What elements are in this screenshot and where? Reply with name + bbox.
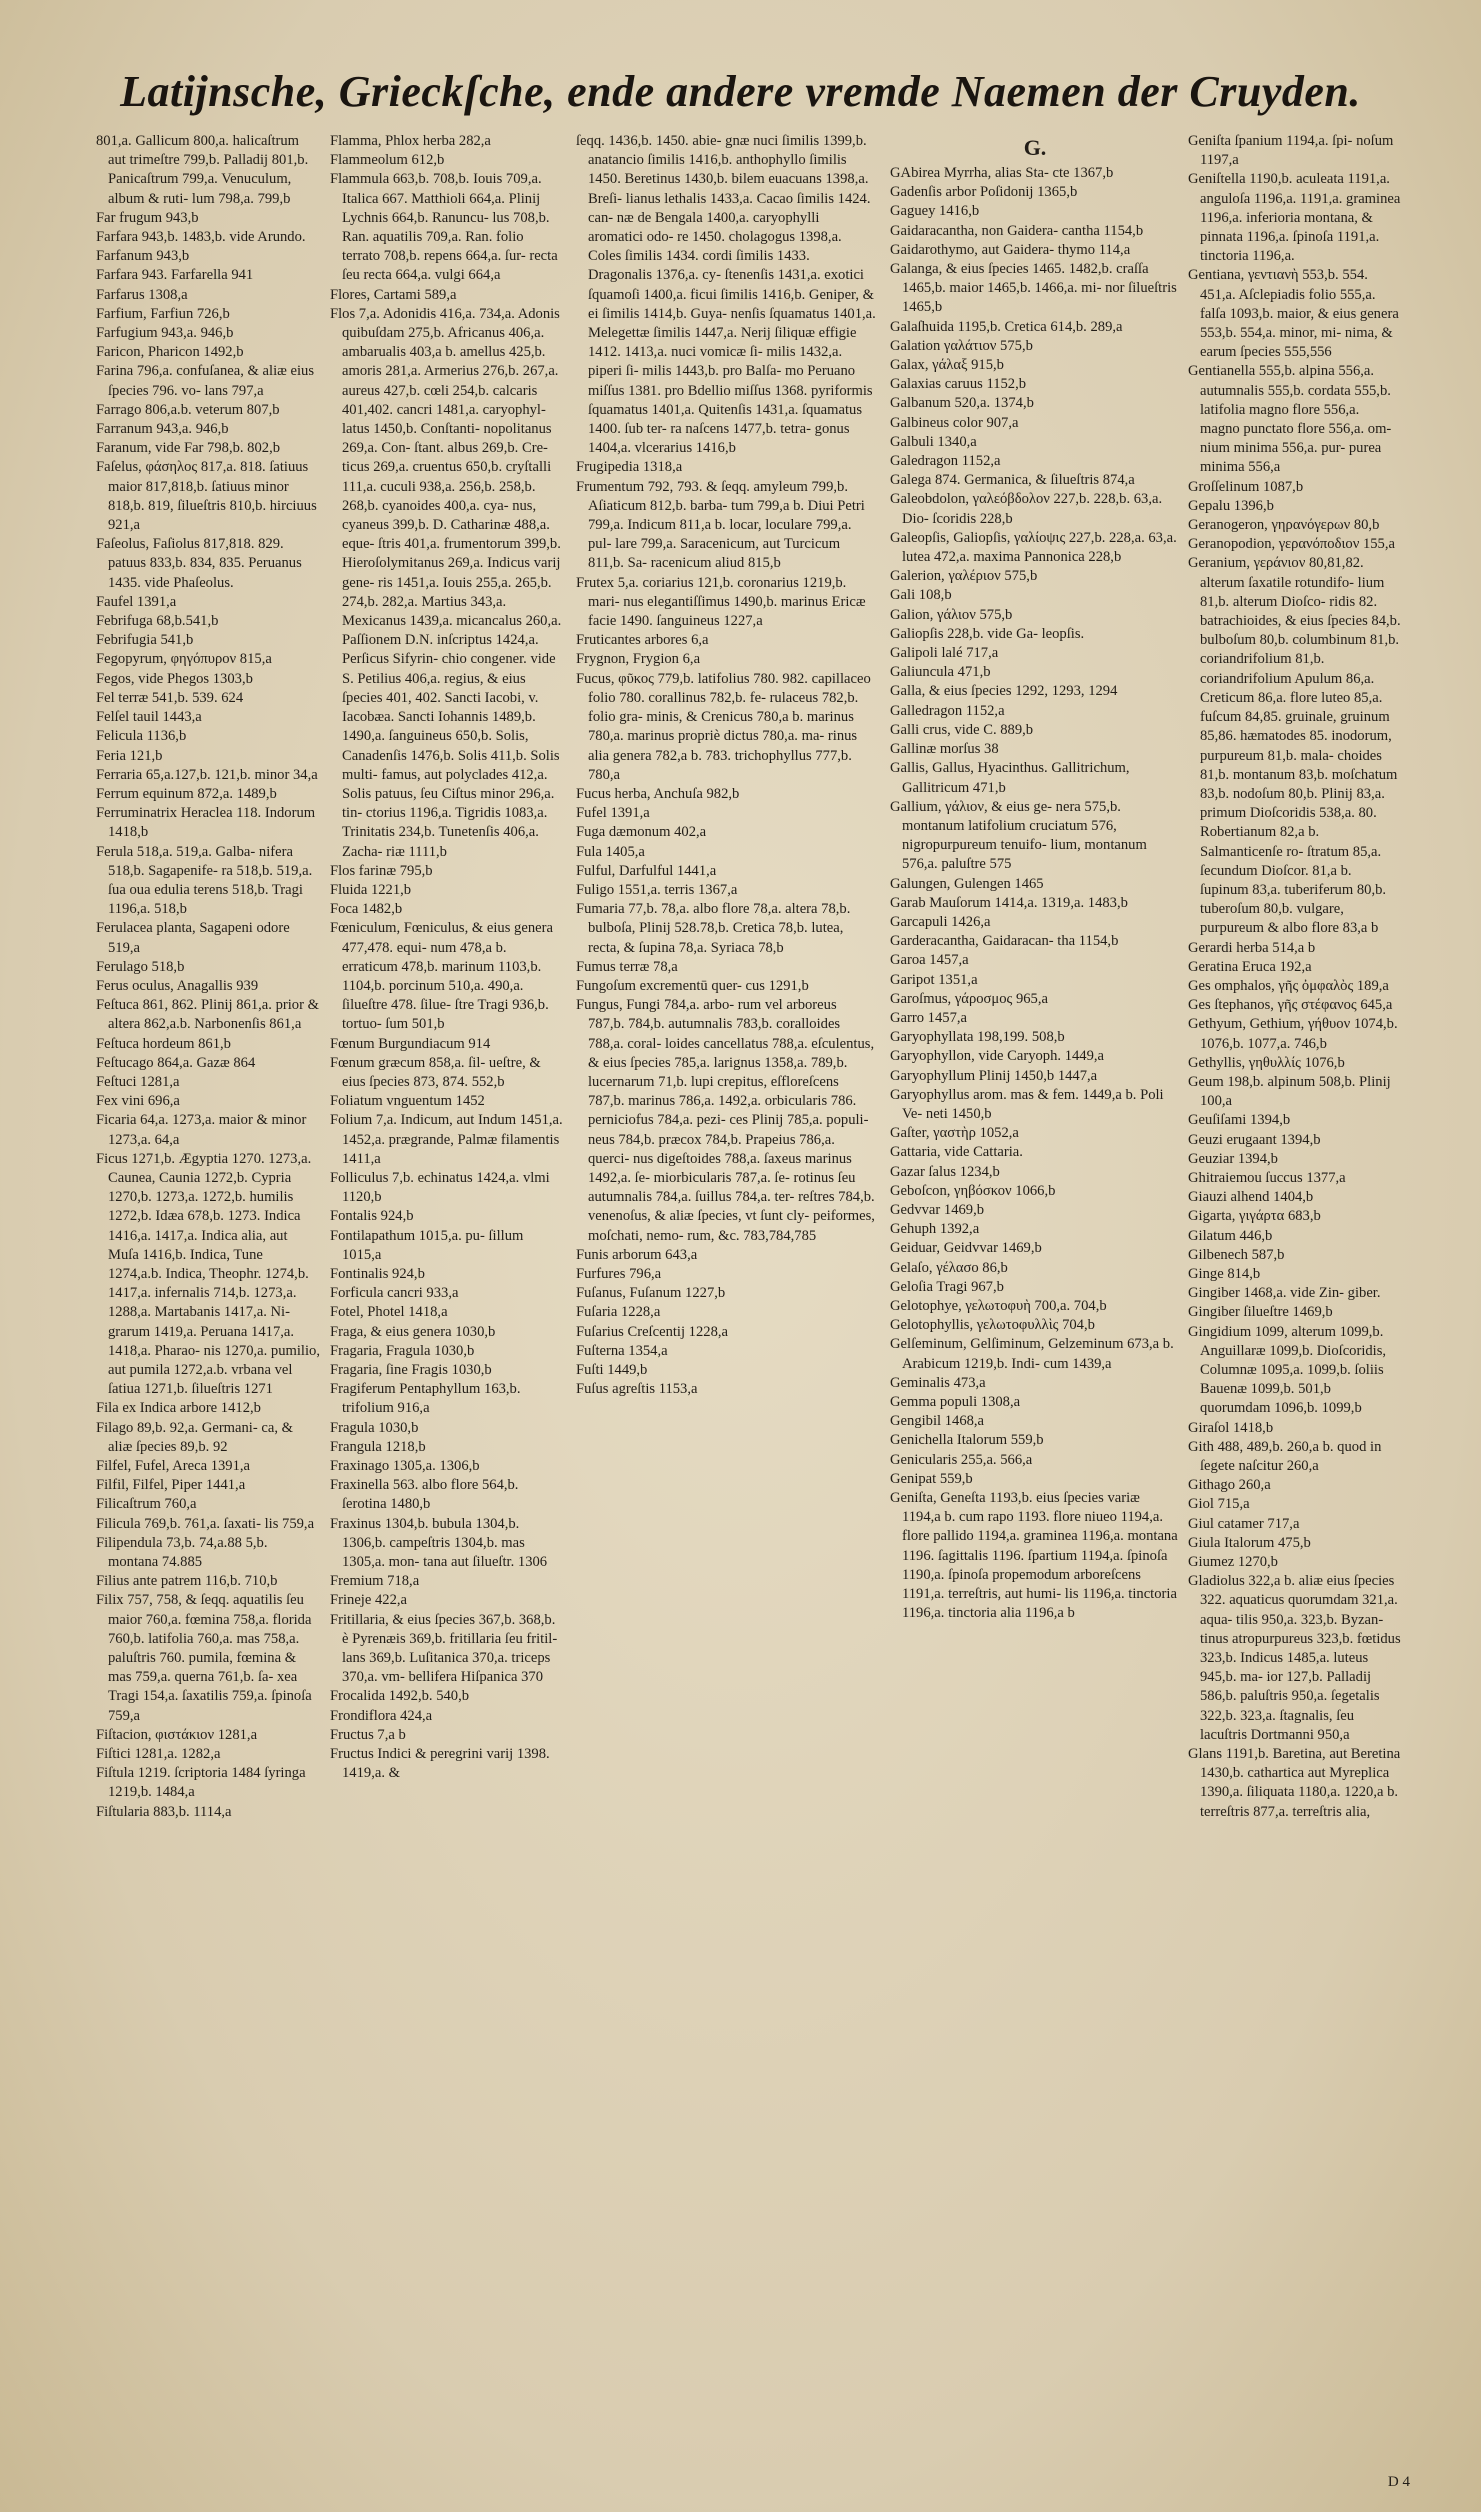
index-entry: Fruticantes arbores 6,a [576,632,709,649]
index-entry: Fœnum græcum 858,a. ſil- ueſtre, & eius ſpecies 873, 874. 552,b [330,1054,541,1090]
index-entry: Filicaſtrum 760,a [96,1496,197,1513]
index-entry: Fuſanus, Fuſanum 1227,b [576,1285,726,1302]
index-entry: Garyophyllon, vide Caryoph. 1449,a [890,1048,1105,1065]
index-entry: Galaſhuida 1195,b. Cretica 614,b. 289,a [890,318,1123,335]
index-entry: Gethyllis, γηθυλλίς 1076,b [1188,1054,1345,1071]
index-entry: Fuſti 1449,b [576,1362,648,1378]
index-entry: Fiſtularia 883,b. 1114,a [96,1803,232,1820]
index-entry: ſeqq. 1436,b. 1450. abie- gnæ nuci ſimilis 1399,b. anatancio ſimilis 1416,b. anthophyllo ſimilis 1450. Beretinus 1430,b. bilem euacuans 1398,a. Breſi- lianus lethalis 1433,a. Cacao ſimilis 1424. can- næ de Bengala 1400,a. caryophylli aromatici odo- re 1450. cholagogus 1398,a. Coles ſimilis 1434. cordi ſimilis 1433. Dragonalis 1376,a. cy- ſtenenſis 1431,a. exotici ſquamoſi 1400,a. ficui ſimilis 1416,b. Geniper, & ei ſimilis 1414,b. Guya- nenſis ſquamatus 1401,a. Melegettæ ſimilis 1447,a. Nerij ſiliquæ effigie 1412. 1413,a. nuci vomicæ ſi- milis 1432,a. piperi ſi- milis 1443,b. pro Balſa- mo Peruano miſſus 1381. pro Bdellio miſſus 1368. pyriformis ſquamatus 1401,a. Quitenſis 1431,a. ſquamatus 1400. ſub ter- ra naſcens 1477,b. tetra- gonus 1404,a. vlcerarius 1416,b [576,133,876,457]
index-entry: Fragula 1030,b [330,1419,419,1436]
index-entry: Frocalida 1492,b. 540,b [330,1688,470,1705]
index-entry: Gerardi herba 514,a b [1188,939,1316,956]
index-entry: GAbirea Myrrha, alias Sta- cte 1367,b [890,165,1114,181]
index-entry: Felſel tauil 1443,a [96,709,202,726]
index-entry: Galiopſis 228,b. vide Ga- leopſis. [890,625,1085,642]
index-entry: Feſtuca hordeum 861,b [96,1035,231,1052]
index-entry: Giumez 1270,b [1188,1554,1278,1571]
index-entry: Farfugium 943,a. 946,b [96,325,234,342]
index-entry: Gelotophyllis, γελωτοφυλλὶς 704,b [890,1317,1095,1334]
index-entry: 801,a. Gallicum 800,a. halicaſtrum aut trimeſtre 799,b. Palladij 801,b. Panicaſtrum 799,a. Venuculum, album & ruti- lum 798,a. 799,b [96,133,309,207]
index-entry: Fumaria 77,b. 78,a. albo flore 78,a. altera 78,b. bulboſa, Plinij 528.78,b. Cretica 78,b. lutea, recta, & ſupina 78,a. Syriaca 78,b [576,901,851,956]
index-entry: Gentianella 555,b. alpina 556,a. autumnalis 555,b. cordata 555,b. latifolia magno flore 556,a. magno punctato flore 556,a. om- nium minima 556,a. pur- purea minima 556,a [1188,363,1392,476]
index-entry: Farfara 943,b. 1483,b. vide Arundo. [96,229,306,246]
index-entry: Githago 260,a [1188,1477,1271,1494]
index-entry: Fructus 7,a b [330,1726,406,1743]
index-entry: Ferruminatrix Heraclea 118. Indorum 1418,b [96,805,316,841]
index-entry: Galbineus color 907,a [890,414,1019,431]
index-entry: Ferulago 518,b [96,958,185,975]
index-entry: Fiſtici 1281,a. 1282,a [96,1746,221,1763]
index-entry: Geboſcon, γηβόσκον 1066,b [890,1182,1056,1199]
index-entry: Gith 488, 489,b. 260,a b. quod in ſegete naſcitur 260,a [1188,1438,1382,1475]
index-entry: Galli crus, vide C. 889,b [890,721,1034,738]
index-entry: Gingidium 1099, alterum 1099,b. Anguillaræ 1099,b. Dioſcoridis, Columnæ 1095,a. 1099,b. ſoliis Bauenæ 1099,b. 501,b quorumdam 1096,b. 1099,b [1188,1323,1387,1417]
index-entry: Frygnon, Frygion 6,a [576,651,701,668]
index-entry: Fremium 718,a [330,1573,420,1590]
index-entry: Galipoli lalé 717,a [890,645,999,662]
index-entry: Faricon, Pharicon 1492,b [96,344,244,361]
index-entry: Ficaria 64,a. 1273,a. maior & minor 1273,a. 64,a [96,1112,307,1148]
index-entry: Farfanum 943,b [96,248,190,265]
index-entry: Gaidarothymo, aut Gaidera- thymo 114,a [890,241,1131,258]
index-entry: Farfarus 1308,a [96,286,188,303]
index-entry: Garoa 1457,a [890,952,969,969]
index-entry: Gali 108,b [890,587,952,604]
index-entry: Gepalu 1396,b [1188,497,1274,514]
index-entry: Fulful, Darfulful 1441,a [576,862,717,879]
index-entry: Feſtuci 1281,a [96,1073,180,1090]
index-entry: Galbanum 520,a. 1374,b [890,395,1034,412]
index-entry: Garcapuli 1426,a [890,913,991,930]
index-entry: Ges omphalos, γῆς ὀμφαλὸς 189,a [1188,977,1389,994]
index-entry: Groſſelinum 1087,b [1188,478,1304,495]
index-entry: Giraſol 1418,b [1188,1419,1274,1436]
index-entry: Galega 874. Germanica, & ſilueſtris 874,a [890,472,1135,489]
index-entry: Galbuli 1340,a [890,433,977,450]
index-entry: Gentiana, γεντιανὴ 553,b. 554. 451,a. Aſclepiadis folio 555,a. falſa 1093,b. maior, & eius genera 553,b. 554,a. minor, mi- nima, & earum ſpecies 555,556 [1188,267,1399,361]
index-entry: Gigarta, γιγάρτα 683,b [1188,1208,1321,1225]
index-entry: Gadenſis arbor Poſidonij 1365,b [890,184,1078,201]
index-column-2 [330,132,564,2432]
index-entry: Fufel 1391,a [576,805,650,822]
index-entry: Fuſterna 1354,a [576,1342,668,1359]
index-entry: Genipat 559,b [890,1470,973,1487]
index-entry: Faufel 1391,a [96,593,177,610]
index-entry: Gemma populi 1308,a [890,1394,1021,1410]
index-entry: Galla, & eius ſpecies 1292, 1293, 1294 [890,683,1118,700]
index-entry: Folliculus 7,b. echinatus 1424,a. vlmi 1120,b [330,1169,550,1206]
index-entry: Ghitraiemou ſuccus 1377,a [1188,1169,1346,1186]
index-entry: Fucus herba, Anchuſa 982,b [576,785,740,802]
index-entry: Gaguey 1416,b [890,203,980,220]
index-entry: Gladiolus 322,a b. aliæ eius ſpecies 322. aquaticus quorumdam 321,a. aqua- tilis 950,a. 323,b. Byzan- tinus atropurpureus 323,b. fœtidus 323,b. Indicus 1485,a. luteus 945,b. ma- ior 127,b. Palladij 586,b. paluſtris 950,a. ſegetalis 322,b. 323,a. ſtagnalis, ſeu lacuſtris Dortmanni 950,a [1188,1573,1401,1743]
index-entry: Fegopyrum, φηγόπυρον 815,a [96,651,272,668]
index-entry: Fritillaria, & eius ſpecies 367,b. 368,b. è Pyrenæis 369,b. fritillaria ſeu fritil- lans 369,b. Luſitanica 370,a. triceps 370,a. vm- bellifera Hiſpanica 370 [330,1611,558,1686]
index-entry: Fiſtacion, φιστάκιον 1281,a [96,1726,258,1743]
index-column-1 [96,132,320,2432]
index-entry: Fraxinago 1305,a. 1306,b [330,1458,480,1475]
index-entry: Filfil, Filfel, Piper 1441,a [96,1477,246,1494]
index-entry: Garderacantha, Gaidaracan- tha 1154,b [890,933,1119,950]
index-entry: Far frugum 943,b [96,209,199,226]
index-entry: Frumentum 792, 793. & ſeqq. amyleum 799,b. Aſiaticum 812,b. barba- tum 799,a b. Diui Petri 799,a. Indicum 811,a b. locar, loculare 799,a. pul- lare 799,a. Saracenicum, aut Turcicum 811,b. Sa- racenicum aliud 815,b [576,478,865,572]
index-entry: Galation γαλάτιον 575,b [890,337,1033,354]
index-entry: Fuligo 1551,a. terris 1367,a [576,881,738,898]
index-entry: Filipendula 73,b. 74,a.88 5,b. montana 74.885 [96,1534,268,1571]
index-entry: Fotel, Photel 1418,a [330,1304,448,1321]
index-entry: Fragaria, Fragula 1030,b [330,1342,475,1359]
index-entry: Funis arborum 643,a [576,1246,698,1263]
index-entry: Ferraria 65,a.127,b. 121,b. minor 34,a [96,766,318,783]
index-entry: Fuſaria 1228,a [576,1304,661,1321]
index-entry: G. [1023,135,1047,160]
index-entry: Gallium, γάλιον, & eius ge- nera 575,b. montanum latifolium cruciatum 576, nigropurpureum tenuifo- lium, montanum 576,a. paluſtre 575 [890,798,1147,873]
index-entry: Giul catamer 717,a [1188,1515,1300,1532]
index-entry: Geniſta ſpanium 1194,a. ſpi- noſum 1197,a [1188,133,1394,169]
index-entry: Garyophyllata 198,199. 508,b [890,1029,1065,1046]
index-entry: Fula 1405,a [576,843,645,860]
index-entry: Ferulacea planta, Sagapeni odore 519,a [96,920,290,956]
index-entry: Fuſus agreſtis 1153,a [576,1381,698,1398]
index-entry: Fœnum Burgundiacum 914 [330,1035,491,1052]
index-entry: Faſeolus, Faſiolus 817,818. 829. patuus 833,b. 834, 835. Peruanus 1435. vide Phaſeolus. [96,536,302,591]
index-entry: Gethyum, Gethium, γήθυον 1074,b. 1076,b. 1077,a. 746,b [1188,1016,1398,1052]
index-entry: Flores, Cartami 589,a [330,286,457,303]
index-entry: Fumus terræ 78,a [576,958,678,975]
index-entry: Fucus, φῦκος 779,b. latifolius 780. 982. capillaceo folio 780. corallinus 782,b. fe- rulaceus 782,b. folio gra- minis, & Crenicus 780,a b. marinus 780,a. marinus propriè dictus 780,a. ma- rinus alia genera 782,a b. 783. trichophyllus 777,b. 780,a [576,670,871,783]
index-entry: Flammeolum 612,b [330,152,445,169]
index-entry: Fluida 1221,b [330,881,412,898]
index-entry: Gallinæ morſus 38 [890,741,999,758]
index-entry: Ges ſtephanos, γῆς στέφανος 645,a [1188,997,1393,1014]
index-entry: Garyophyllus arom. mas & fem. 1449,a b. Poli Ve- neti 1450,b [890,1086,1164,1122]
index-entry: Fraga, & eius genera 1030,b [330,1323,496,1340]
index-entry: Frineje 422,a [330,1592,408,1609]
index-entry: Gingiber ſilueſtre 1469,b [1188,1304,1333,1321]
index-entry: Gaſter, γαστὴρ 1052,a [890,1125,1019,1142]
index-entry: Fragaria, ſine Fragis 1030,b [330,1362,492,1378]
index-entry: Gingiber 1468,a. vide Zin- giber. [1188,1285,1381,1302]
index-entry: Feſtucago 864,a. Gazæ 864 [96,1054,256,1071]
index-entry: Ficus 1271,b. Ægyptia 1270. 1273,a. Caunea, Caunia 1272,b. Cypria 1270,b. 1273,a. 1272,b. humilis 1272,b. Idæa 678,b. 1273. Indica 1416,a. 1417,a. Indica alia, aut Muſa 1416,b. Indica, Tune 1274,a.b. Indica, Theophr. 1274,b. 1417,a. infernalis 714,b. 1273,a. 1288,a. Martabanis 1417,a. Ni- grarum 1419,a. Peruana 1417,a. 1418,a. Pharao- nis 1270,a. pumilio, aut pumila 1272,a.b. vrbana vel ſatiua 1271,b. ſilueſtris 1271 [96,1150,320,1398]
index-entry: Giula Italorum 475,b [1188,1534,1311,1551]
index-entry: Galiuncula 471,b [890,664,991,681]
index-entry: Galedragon 1152,a [890,453,1001,470]
index-entry: Fel terræ 541,b. 539. 624 [96,689,244,706]
index-entry: Ferula 518,a. 519,a. Galba- nifera 518,b. Sagapenife- ra 518,b. 519,a. ſua oua edulia terens 518,b. Tragi 1196,a. 518,b [96,843,313,918]
index-entry: Faſelus, φάσηλος 817,a. 818. ſatiuus maior 817,818,b. ſatiuus minor 818,b. 819, ſilueſtris 810,b. hirciuus 921,a [96,459,317,534]
index-entry: Farina 796,a. confuſanea, & aliæ eius ſpecies 796. vo- lans 797,a [96,363,315,399]
index-entry: Geum 198,b. alpinum 508,b. Plinij 100,a [1188,1073,1391,1110]
index-entry: Fontilapathum 1015,a. pu- ſillum 1015,a [330,1227,524,1263]
index-entry: Garoſmus, γάροσμος 965,a [890,990,1048,1007]
index-entry: Filfel, Fufel, Areca 1391,a [96,1458,251,1475]
index-entry: Flos 7,a. Adonidis 416,a. 734,a. Adonis quibuſdam 275,b. Africanus 406,a. ambarualis 403,a b. amellus 425,b. amoris 281,a. Armerius 276,b. 267,a. aureus 427,b. cœli 254,b. calcaris 401,402. cancri 1481,a. caryophyl- latus 1450,b. Conſtanti- nopolitanus 269,a. Con- ſtant. albus 269,b. Cre- ticus 269,a. cruentus 650,b. cryſtalli 111,a. cuculi 938,a. 256,b. 258,b. 268,b. cyanoides 400,a. cya- nus, cyaneus 399,b. D. Catharinæ 488,a. eque- ſtris 401,a. frumentorum 399,b. Hieroſolymitanus 269,a. Indicus varij gene- ris 1451,a. Iouis 255,a. 265,b. 274,b. 282,a. Martius 343,a. Mexicanus 1439,a. micancalus 260,a. Paſſionem D.N. inſcriptus 1424,a. Perſicus Sifyrin- chio congener. vide S. Petilius 406,a. regius, & eius ſpecies 401, 402. Sancti Iacobi, v. Iacobæa. Sancti Iohannis 1489,b. 1490,a. ſanguineus 650,b. Solis, Canadenſis 1476,b. Solis 411,b. Solis multi- famus, aut polyclades 412,a. Solis patuus, ſeu Ciſtus minor 296,a. tin- ctorius 1196,a. Tigridis 1083,a. Trinitatis 234,b. Tunetenſis 406,a. Zacha- riæ 1111,b [330,305,562,860]
index-entry: Filix 757, 758, & ſeqq. aquatilis ſeu maior 760,a. fœmina 758,a. florida 760,b. latifolia 760,a. mas 758,a. paluſtris 760. pumila, fœmina & mas 759,a. querna 761,b. ſa- xea Tragi 154,a. ſaxatilis 759,a. ſpinoſa 759,a [96,1592,312,1724]
index-entry: Galeopſis, Galiopſis, γαλίοψις 227,b. 228,a. 63,a. lutea 472,a. maxima Pannonica 228,b [890,529,1177,566]
index-entry: Gilatum 446,b [1188,1227,1273,1244]
index-entry: Galaxias caruus 1152,b [890,376,1027,393]
index-entry: Gattaria, vide Cattaria. [890,1144,1023,1161]
index-entry: Frangula 1218,b [330,1438,426,1455]
index-entry: Geloſia Tragi 967,b [890,1278,1004,1295]
index-entry: Filicula 769,b. 761,a. ſaxati- lis 759,a [96,1515,315,1532]
index-entry: Fructus Indici & peregrini varij 1398. 1419,a. & [330,1746,550,1782]
index-entry: Farfium, Farfiun 726,b [96,305,230,322]
page-title: Latijnsche, Grieckſche, ende andere vremde Naemen der Cruyden. [120,67,1361,116]
index-entry: Flammula 663,b. 708,b. Iouis 709,a. Italica 667. Matthioli 664,a. Plinij Lychnis 664,b. Ranuncu- lus 708,b. Ran. aquatilis 709,a. Ran. folio terrato 708,b. repens 664,a. ſur- recta ſeu recta 664,a. vulgi 664,a [330,171,558,284]
index-entry: Fila ex Indica arbore 1412,b [96,1400,261,1417]
index-entry: Garipot 1351,a [890,971,978,988]
index-entry: Flos farinæ 795,b [330,862,433,879]
index-entry: Febrifugia 541,b [96,632,194,649]
index-entry: Fungus, Fungi 784,a. arbo- rum vel arboreus 787,b. 784,b. autumnalis 783,b. coralloides 788,a. coral- loides cancellatus 788,a. eſculentus, & eius ſpecies 785,a. larignus 1358,a. 789,b. lucernarum 71,b. lupi crepitus, eſfloreſcens 787,b. marinus 786,a. 1492,a. orbicularis 786. perniciofus 784,a. pezi- ces Plinij 785,a. populi- neus 784,b. præcox 784,b. Prapeius 786,a. querci- nus digeſtoides 788,a. ſaxeus marinus 1492,a. ſe- miorbicularis 787,a. ſe- rotinus ſeu autumnalis 784,a. ſuillus 784,a. ter- reſtres 784,b. venenoſus, & aliæ ſpecies, vt ſunt cly- peiformes, moſchati, nemo- rum, &c. 783,784,785 [576,997,875,1244]
index-entry: Forficula cancri 933,a [330,1285,459,1302]
index-entry: Galeobdolon, γαλεόβδολον 227,b. 228,b. 63,a. Dio- ſcoridis 228,b [890,491,1163,527]
index-entry: Ginge 814,b [1188,1265,1261,1282]
index-entry: Gengibil 1468,a [890,1413,985,1430]
index-entry: Filius ante patrem 116,b. 710,b [96,1573,278,1590]
index-entry: Fex vini 696,a [96,1093,180,1110]
index-entry: Fraxinella 563. albo flore 564,b. ſerotina 1480,b [330,1477,519,1513]
index-entry: Fuga dæmonum 402,a [576,824,707,841]
index-entry: Geranogeron, γηρανόγερων 80,b [1188,517,1380,534]
index-entry: Feria 121,b [96,747,163,764]
index-entry: Fragiferum Pentaphyllum 163,b. trifolium 916,a [330,1381,521,1417]
index-entry: Garyophyllum Plinij 1450,b 1447,a [890,1067,1098,1084]
index-entry: Galledragon 1152,a [890,702,1005,719]
index-entry: Furfures 796,a [576,1265,662,1282]
index-entry: Geranium, γεράνιον 80,81,82. alterum ſaxatile rotundifo- lium 81,b. alterum Dioſco- ridis 82. batrachioides, & eius ſpecies 84,b. bulboſum 80,b. columbinum 81,b. coriandrifolium 81,b. coriandrifolium Apulum 86,a. Creticum 86,a. flore luteo 85,a. fuſcum 84,85. gruinale, gruinum 85,86. hæmatodes 85. inodorum, purpureum 81,b. mala- choides 81,b. montanum 83,b. moſchatum 83,b. nodoſum 80,b. Plinij 83,a. primum Dioſcoridis 538,a. 80. Robertianum 82,a b. Salmanticenſe ro- ſtratum 85,a. ſecundum Dioſcor. 81,a b. ſupinum 83,a. tuberiferum 80,b. tuberoſum 80,b. vulgare, purpureum & albo flore 83,a b [1188,555,1401,937]
index-entry: Glans 1191,b. Baretina, aut Beretina 1430,b. cathartica aut Myreplica 1390,a. ſiliquata 1180,a. 1220,a b. terreſtris 877,a. terreſtris alia, [1188,1746,1401,1820]
index-entry: Gedvvar 1469,b [890,1201,985,1218]
index-entry: Fœniculum, Fœniculus, & eius genera 477,478. equi- num 478,a b. erraticum 478,b. marinum 1103,b. 1104,b. porcinum 510,a. 490,a. ſilueſtre 478. ſilue- ſtre Tragi 936,b. tortuo- ſum 501,b [330,920,553,1033]
signature-mark: D 4 [1387,2474,1410,2490]
index-entry: Faranum, vide Far 798,b. 802,b [96,440,281,457]
index-entry: Foca 1482,b [330,901,403,918]
index-entry: Foliatum vnguentum 1452 [330,1093,485,1110]
index-entry: Geuziar 1394,b [1188,1150,1278,1167]
index-entry: Galion, γάλιον 575,b [890,606,1013,623]
index-entry: Gaidaracantha, non Gaidera- cantha 1154,b [890,222,1144,239]
index-entry: Gazar ſalus 1234,b [890,1163,1000,1180]
index-entry: Farfara 943. Farfarella 941 [96,267,254,284]
index-entry: Filago 89,b. 92,a. Germani- ca, & aliæ ſpecies 89,b. 92 [96,1419,293,1455]
index-entry: Fontalis 924,b [330,1208,414,1225]
index-entry: Geuzi erugaant 1394,b [1188,1131,1321,1148]
index-entry: Garab Mauſorum 1414,a. 1319,a. 1483,b [890,894,1128,911]
index-column-5 [1188,132,1402,2432]
index-entry: Geranopodion, γερανόποδιον 155,a [1188,536,1395,553]
index-entry: Fuſarius Creſcentij 1228,a [576,1323,728,1340]
index-entry: Geminalis 473,a [890,1374,986,1391]
index-entry: Geiduar, Geidvvar 1469,b [890,1240,1042,1257]
index-entry: Gelaſo, γέλασο 86,b [890,1259,1008,1276]
index-entry: Genichella Italorum 559,b [890,1432,1044,1449]
index-entry: Geniſta, Geneſta 1193,b. eius ſpecies variæ 1194,a b. cum rapo 1193. flore niueo 1194,a. flore pallido 1194,a. graminea 1196,a. montana 1196. ſagittalis 1196. ſpartium 1194,a. ſpinoſa 1190,a. ſpinoſa propemodum arboreſcens 1191,a. terreſtris, aut humi- lis 1196,a. tinctoria 1196,a. tinctoria alia 1196,a b [890,1490,1178,1622]
index-entry: Folium 7,a. Indicum, aut Indum 1451,a. 1452,a. prægrande, Palmæ filamentis 1411,a [330,1112,563,1167]
index-entry: Gelotophye, γελωτοφυὴ 700,a. 704,b [890,1297,1107,1314]
index-entry: Felicula 1136,b [96,728,187,745]
index-entry: Gehuph 1392,a [890,1221,980,1238]
index-entry: Fungoſum excrementū quer- cus 1291,b [576,977,809,994]
index-entry: Geniſtella 1190,b. aculeata 1191,a. anguloſa 1196,a. 1191,a. graminea 1196,a. inferioria montana, & pinnata 1196,a. ſpinoſa 1191,a. tinctoria 1196,a. [1188,171,1401,265]
index-entry: Fegos, vide Phegos 1303,b [96,670,253,687]
index-entry: Feſtuca 861, 862. Plinij 861,a. prior & altera 862,a.b. Narbonenſis 861,a [96,997,319,1033]
index-entry: Farranum 943,a. 946,b [96,421,229,438]
index-entry: Frutex 5,a. coriarius 121,b. coronarius 1219,b. mari- nus elegantiſſimus 1490,b. marinus Ericæ facie 1490. ſanguineus 1227,a [576,574,866,630]
index-entry: Geuſiſami 1394,b [1188,1112,1291,1129]
index-entry: Frugipedia 1318,a [576,459,683,476]
index-entry: Garro 1457,a [890,1009,967,1026]
index-entry: Fontinalis 924,b [330,1265,425,1282]
index-entry: Farrago 806,a.b. veterum 807,b [96,401,280,418]
index-entry: Ferrum equinum 872,a. 1489,b [96,785,277,802]
index-entry: Fiſtula 1219. ſcriptoria 1484 ſyringa 1219,b. 1484,a [96,1765,306,1801]
index-entry: Giauzi alhend 1404,b [1188,1189,1314,1206]
index-entry: Gelſeminum, Gelſiminum, Gelzeminum 673,a b. Arabicum 1219,b. Indi- cum 1439,a [890,1336,1174,1372]
index-entry: Galungen, Gulengen 1465 [890,875,1044,892]
index-entry: Galanga, & eius ſpecies 1465. 1482,b. craſſa 1465,b. maior 1465,b. 1466,a. mi- nor ſilueſtris 1465,b [890,261,1177,316]
index-entry: Fraxinus 1304,b. bubula 1304,b. 1306,b. campeſtris 1304,b. mas 1305,a. mon- tana aut ſilueſtr. 1306 [330,1515,548,1571]
index-entry: Geratina Eruca 192,a [1188,958,1312,975]
index-entry: Flamma, Phlox herba 282,a [330,133,491,149]
index-column-4 [890,132,1180,2432]
index-entry: Giol 715,a [1188,1496,1250,1513]
index-entry: Genicularis 255,a. 566,a [890,1451,1033,1468]
index-entry: Frondiflora 424,a [330,1707,433,1724]
index-entry: Galax, γάλαξ 915,b [890,357,1004,374]
index-entry: Febrifuga 68,b.541,b [96,613,219,630]
index-column-3 [576,132,876,2432]
index-entry: Galerion, γαλέριον 575,b [890,568,1038,585]
index-entry: Gilbenech 587,b [1188,1246,1285,1263]
index-entry: Gallis, Gallus, Hyacinthus. Gallitrichum, Gallitricum 471,b [890,760,1130,796]
index-entry: Ferus oculus, Anagallis 939 [96,977,259,994]
